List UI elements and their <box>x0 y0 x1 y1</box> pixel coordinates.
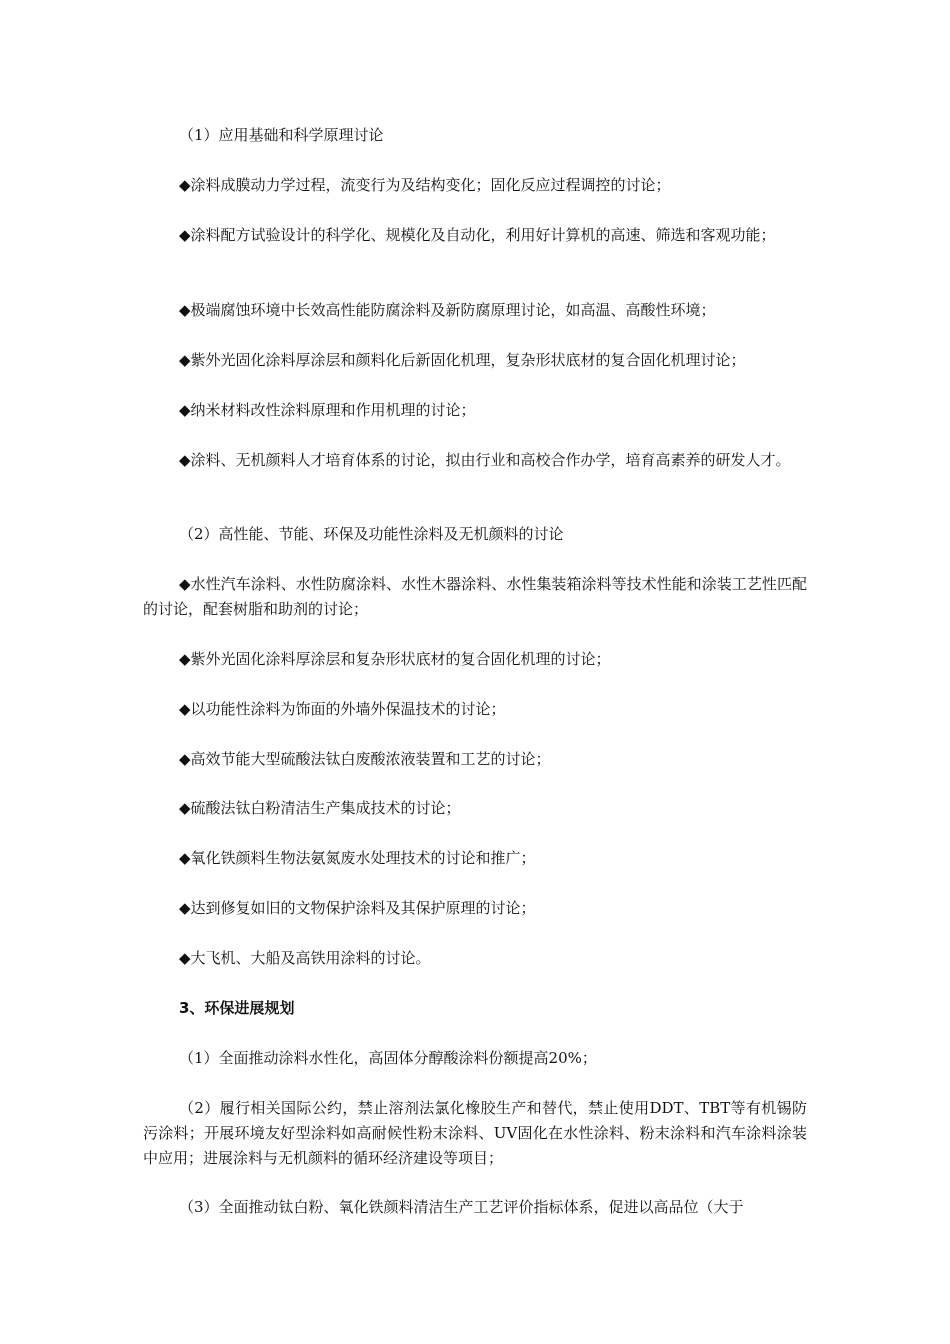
bullet-item: ◆涂料、无机颜料人才培育体系的讨论，拟由行业和高校合作办学，培育高素养的研发人才。 <box>179 451 791 469</box>
numbered-item: （3）全面推动钛白粉、氧化铁颜料清洁生产工艺评价指标体系，促进以高品位（大于 <box>179 1198 744 1216</box>
section-title: 3、环保进展规划 <box>179 999 295 1017</box>
bullet-item: ◆水性汽车涂料、水性防腐涂料、水性木器涂料、水性集装箱涂料等技术性能和涂装工艺性匹配的讨论，配套树脂和助剂的讨论； <box>143 575 807 618</box>
bullet-item: ◆纳米材料改性涂料原理和作用机理的讨论； <box>179 401 476 419</box>
section-heading-1: （1）应用基础和科学原理讨论 <box>179 126 384 144</box>
numbered-item: （2）履行相关国际公约，禁止溶剂法氯化橡胶生产和替代，禁止使用DDT、TBT等有机锡防污涂料；开展环境友好型涂料如高耐候性粉末涂料、UV固化在水性涂料、粉末涂料和汽车涂料涂装中应用；进展涂料与无机颜料的循环经济建设等项目； <box>143 1099 807 1167</box>
bullet-item: ◆紫外光固化涂料厚涂层和颜料化后新固化机理，复杂形状底材的复合固化机理讨论； <box>179 351 746 369</box>
bullet-item: ◆硫酸法钛白粉清洁生产集成技术的讨论； <box>179 799 461 817</box>
bullet-item: ◆以功能性涂料为饰面的外墙外保温技术的讨论； <box>179 700 506 718</box>
numbered-item: （1）全面推动涂料水性化，高固体分醇酸涂料份额提高20%； <box>179 1049 597 1067</box>
bullet-item: ◆涂料配方试验设计的科学化、规模化及自动化，利用好计算机的高速、筛选和客观功能； <box>179 226 776 244</box>
section-heading-2: （2）高性能、节能、环保及功能性涂料及无机颜料的讨论 <box>179 525 564 543</box>
bullet-item: ◆极端腐蚀环境中长效高性能防腐涂料及新防腐原理讨论，如高温、高酸性环境； <box>179 301 716 319</box>
bullet-item: ◆高效节能大型硫酸法钛白废酸浓液装置和工艺的讨论； <box>179 750 551 768</box>
bullet-item: ◆大飞机、大船及高铁用涂料的讨论。 <box>179 949 431 967</box>
bullet-item: ◆紫外光固化涂料厚涂层和复杂形状底材的复合固化机理的讨论； <box>179 650 611 668</box>
bullet-item: ◆达到修复如旧的文物保护涂料及其保护原理的讨论； <box>179 899 536 917</box>
bullet-item: ◆氧化铁颜料生物法氨氮废水处理技术的讨论和推广； <box>179 849 536 867</box>
bullet-item: ◆涂料成膜动力学过程，流变行为及结构变化；固化反应过程调控的讨论； <box>179 176 671 194</box>
